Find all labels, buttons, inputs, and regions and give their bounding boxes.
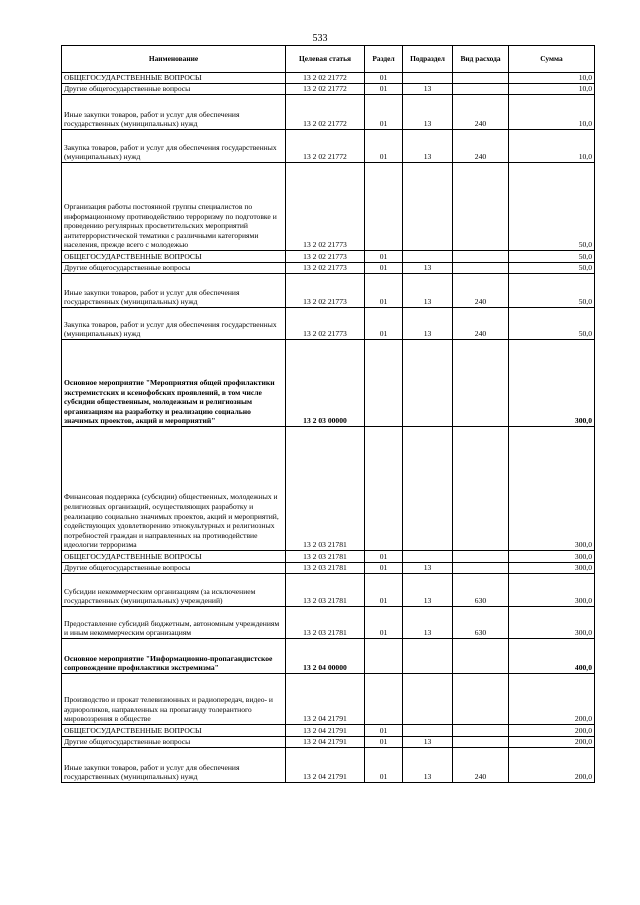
row-expense-type: 240 [453, 130, 509, 163]
row-amount: 50,0 [509, 251, 595, 263]
column-header-target: Целевая статья [286, 46, 365, 73]
row-target: 13 2 04 21791 [286, 674, 365, 725]
row-amount: 50,0 [509, 263, 595, 274]
row-subsection [403, 73, 453, 84]
row-subsection: 13 [403, 84, 453, 95]
row-section [365, 340, 403, 427]
row-subsection: 13 [403, 563, 453, 574]
row-subsection: 13 [403, 95, 453, 130]
row-name: ОБЩЕГОСУДАРСТВЕННЫЕ ВОПРОСЫ [62, 725, 286, 737]
table-row [62, 748, 595, 783]
row-target: 13 2 02 21772 [286, 73, 365, 84]
column-header-name: Наименование [62, 46, 286, 73]
row-amount: 50,0 [509, 308, 595, 340]
row-name: Основное мероприятие "Мероприятия общей профилактики экстремистских и ксенофобских проявлений, в том числе субсидии общественным, молодежным и религиозным организациям на разработку и реализацию социально значимых проектов, акций и мероприятий" [62, 340, 286, 427]
row-section: 01 [365, 130, 403, 163]
table-row [62, 563, 595, 574]
row-subsection: 13 [403, 748, 453, 783]
row-subsection: 13 [403, 737, 453, 748]
row-name: Иные закупки товаров, работ и услуг для обеспечения государственных (муниципальных) нужд [62, 748, 286, 783]
row-name: Производство и прокат телевизионных и радиопередач, видео- и аудиороликов, направленных на пропаганду толерантного мировоззрения в обществе [62, 674, 286, 725]
row-section: 01 [365, 73, 403, 84]
row-name: ОБЩЕГОСУДАРСТВЕННЫЕ ВОПРОСЫ [62, 251, 286, 263]
row-section [365, 427, 403, 551]
row-section: 01 [365, 274, 403, 308]
row-target: 13 2 02 21773 [286, 263, 365, 274]
row-expense-type: 630 [453, 607, 509, 639]
row-subsection [403, 674, 453, 725]
table-row [62, 427, 595, 551]
row-expense-type [453, 84, 509, 95]
row-section: 01 [365, 607, 403, 639]
row-expense-type [453, 563, 509, 574]
row-target: 13 2 02 21772 [286, 84, 365, 95]
row-target: 13 2 03 21781 [286, 574, 365, 607]
row-expense-type: 240 [453, 308, 509, 340]
row-amount: 400,0 [509, 639, 595, 674]
row-amount: 50,0 [509, 274, 595, 308]
table-row [62, 674, 595, 725]
budget-table [61, 45, 595, 783]
row-target: 13 2 03 21781 [286, 551, 365, 563]
row-subsection [403, 639, 453, 674]
table-row [62, 163, 595, 251]
row-name: Иные закупки товаров, работ и услуг для обеспечения государственных (муниципальных) нужд [62, 95, 286, 130]
row-expense-type: 240 [453, 274, 509, 308]
row-name: Основное мероприятие "Информационно-пропагандистское сопровождение профилактики экстремизма" [62, 639, 286, 674]
table-header-row [62, 46, 595, 73]
row-name: Предоставление субсидий бюджетным, автономным учреждениям и иным некоммерческим организациям [62, 607, 286, 639]
row-section: 01 [365, 84, 403, 95]
row-target: 13 2 03 21781 [286, 607, 365, 639]
row-section: 01 [365, 95, 403, 130]
row-target: 13 2 02 21772 [286, 95, 365, 130]
table-row [62, 639, 595, 674]
row-expense-type [453, 163, 509, 251]
table-row [62, 73, 595, 84]
row-section: 01 [365, 251, 403, 263]
row-section: 01 [365, 737, 403, 748]
table-row [62, 251, 595, 263]
row-section: 01 [365, 574, 403, 607]
row-target: 13 2 03 21781 [286, 563, 365, 574]
row-subsection [403, 340, 453, 427]
row-target: 13 2 04 21791 [286, 748, 365, 783]
table-row [62, 574, 595, 607]
table-row [62, 607, 595, 639]
row-name: Другие общегосударственные вопросы [62, 737, 286, 748]
table-row [62, 737, 595, 748]
row-subsection [403, 551, 453, 563]
row-subsection: 13 [403, 130, 453, 163]
column-header-section: Раздел [365, 46, 403, 73]
row-amount: 200,0 [509, 737, 595, 748]
row-subsection: 13 [403, 574, 453, 607]
row-target: 13 2 02 21772 [286, 130, 365, 163]
row-expense-type [453, 725, 509, 737]
table-row [62, 274, 595, 308]
row-target: 13 2 02 21773 [286, 308, 365, 340]
row-target: 13 2 04 00000 [286, 639, 365, 674]
row-amount: 10,0 [509, 84, 595, 95]
row-amount: 50,0 [509, 163, 595, 251]
row-target: 13 2 02 21773 [286, 274, 365, 308]
row-amount: 300,0 [509, 563, 595, 574]
row-subsection [403, 251, 453, 263]
row-section: 01 [365, 748, 403, 783]
table-row [62, 263, 595, 274]
row-section [365, 163, 403, 251]
row-expense-type: 240 [453, 95, 509, 130]
row-target: 13 2 04 21791 [286, 737, 365, 748]
row-target: 13 2 03 00000 [286, 340, 365, 427]
row-amount: 300,0 [509, 574, 595, 607]
table-row [62, 95, 595, 130]
row-expense-type [453, 251, 509, 263]
row-amount: 10,0 [509, 95, 595, 130]
table-row [62, 308, 595, 340]
row-section: 01 [365, 263, 403, 274]
row-expense-type: 240 [453, 748, 509, 783]
row-name: Иные закупки товаров, работ и услуг для обеспечения государственных (муниципальных) нужд [62, 274, 286, 308]
row-name: Организация работы постоянной группы специалистов по информационному противодействию терроризму по подготовке и проведению регулярных просветительских мероприятий антитеррористической тематики с различными категориями населения, прежде всего с молодежью [62, 163, 286, 251]
table-row [62, 725, 595, 737]
row-target: 13 2 02 21773 [286, 251, 365, 263]
table-row [62, 340, 595, 427]
row-target: 13 2 04 21791 [286, 725, 365, 737]
table-row [62, 130, 595, 163]
row-target: 13 2 02 21773 [286, 163, 365, 251]
row-amount: 300,0 [509, 427, 595, 551]
table-row [62, 551, 595, 563]
row-name: Закупка товаров, работ и услуг для обеспечения государственных (муниципальных) нужд [62, 308, 286, 340]
row-name: Финансовая поддержка (субсидии) общественных, молодежных и религиозных организаций, осуществляющих разработку и реализацию социально значимых проектов, акций и мероприятий, содействующих удовлетворению этнокультурных и религиозных потребностей граждан и направленных на противодействие идеологии терроризма [62, 427, 286, 551]
row-target: 13 2 03 21781 [286, 427, 365, 551]
row-amount: 10,0 [509, 130, 595, 163]
row-name: Закупка товаров, работ и услуг для обеспечения государственных (муниципальных) нужд [62, 130, 286, 163]
table-body [62, 73, 595, 783]
row-expense-type [453, 737, 509, 748]
row-expense-type [453, 73, 509, 84]
row-subsection: 13 [403, 308, 453, 340]
row-expense-type [453, 340, 509, 427]
row-section: 01 [365, 308, 403, 340]
row-name: Другие общегосударственные вопросы [62, 263, 286, 274]
row-amount: 10,0 [509, 73, 595, 84]
row-expense-type [453, 639, 509, 674]
row-expense-type [453, 551, 509, 563]
row-amount: 300,0 [509, 607, 595, 639]
row-name: Субсидии некоммерческим организациям (за исключением государственных (муниципальных) учреждений) [62, 574, 286, 607]
row-section: 01 [365, 551, 403, 563]
row-amount: 300,0 [509, 340, 595, 427]
row-amount: 200,0 [509, 674, 595, 725]
row-amount: 200,0 [509, 725, 595, 737]
row-name: Другие общегосударственные вопросы [62, 84, 286, 95]
row-amount: 200,0 [509, 748, 595, 783]
row-subsection [403, 427, 453, 551]
row-subsection [403, 725, 453, 737]
row-expense-type [453, 263, 509, 274]
row-subsection: 13 [403, 263, 453, 274]
row-expense-type [453, 427, 509, 551]
page-number: 533 [312, 33, 328, 44]
column-header-subsection: Подраздел [403, 46, 453, 73]
row-section [365, 674, 403, 725]
row-name: Другие общегосударственные вопросы [62, 563, 286, 574]
column-header-expense-type: Вид расхода [453, 46, 509, 73]
row-expense-type: 630 [453, 574, 509, 607]
row-section [365, 639, 403, 674]
row-section: 01 [365, 563, 403, 574]
row-name: ОБЩЕГОСУДАРСТВЕННЫЕ ВОПРОСЫ [62, 73, 286, 84]
row-name: ОБЩЕГОСУДАРСТВЕННЫЕ ВОПРОСЫ [62, 551, 286, 563]
row-subsection: 13 [403, 274, 453, 308]
row-expense-type [453, 674, 509, 725]
row-subsection: 13 [403, 607, 453, 639]
row-section: 01 [365, 725, 403, 737]
row-amount: 300,0 [509, 551, 595, 563]
table-row [62, 84, 595, 95]
row-subsection [403, 163, 453, 251]
column-header-amount: Сумма [509, 46, 595, 73]
